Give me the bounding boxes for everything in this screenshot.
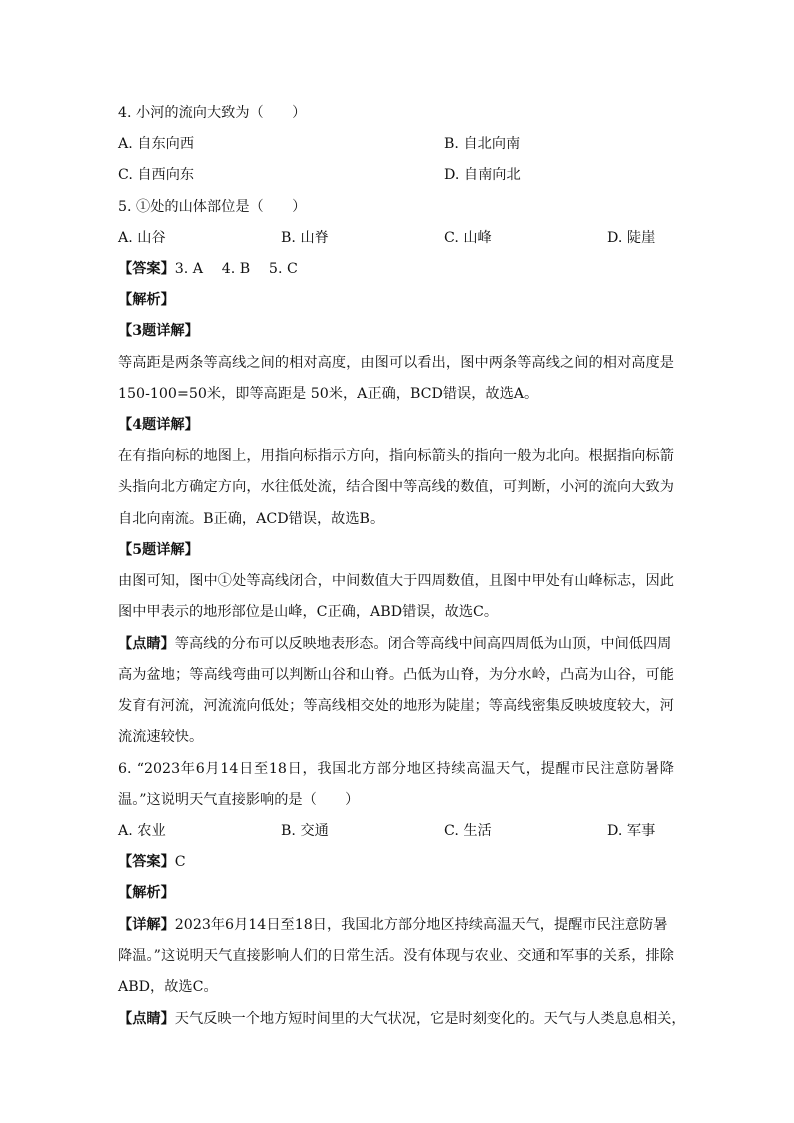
- q4-option-b: B. 自北向南: [444, 136, 521, 152]
- detail-6-line-2: 降温。”这说明天气直接影响人们的日常生活。没有体现与农业、交通和军事的关系，排除: [118, 948, 674, 964]
- answer-3-5: [118, 259, 298, 279]
- tip-2-text: 天气反映一个地方短时间里的大气状况，它是时刻变化的。天气与人类息息相关，: [174, 1011, 686, 1027]
- answer-6: [118, 852, 186, 872]
- detail-6-line-1: [118, 915, 674, 935]
- detail-5-line-1: 由图可知，图中①处等高线闭合，中间数值大于四周数值，且图中甲处有山峰标志，因此: [118, 573, 674, 589]
- q5-option-a: A. 山谷: [118, 230, 166, 246]
- detail-6-text: 2023年6月14日至18日，我国北方部分地区持续高温天气，提醒市民注意防暑: [174, 917, 668, 933]
- answer-label: 【答案】: [118, 261, 175, 277]
- q6-option-a: A. 农业: [118, 823, 166, 839]
- q4-option-a: A. 自东向西: [118, 136, 195, 152]
- detail-4-line-3: 自北向南流。B正确，ACD错误，故选B。: [118, 511, 385, 527]
- analysis-6-label: 【解析】: [118, 885, 175, 901]
- q4-option-d: D. 自南向北: [444, 167, 521, 183]
- tip-1-line-1: [118, 634, 674, 654]
- tip-1-line-3: 发育有河流，河流流向低处；等高线相交处的地形为陡崖；等高线密集反映坡度较大，河: [118, 698, 674, 714]
- q5-option-c: C. 山峰: [444, 230, 492, 246]
- detail-3-line-1: 等高距是两条等高线之间的相对高度，由图可以看出，图中两条等高线之间的相对高度是: [118, 355, 674, 371]
- analysis-label: 【解析】: [118, 292, 175, 308]
- tip-1-line-4: 流流速较快。: [118, 729, 204, 745]
- question-4-stem: 4. 小河的流向大致为（ ）: [118, 105, 307, 121]
- q4-option-c: C. 自西向东: [118, 167, 195, 183]
- detail-4-line-1: 在有指向标的地图上，用指向标指示方向，指向标箭头的指向一般为北向。根据指向标箭: [118, 448, 674, 464]
- tip-2-line-1: [118, 1009, 686, 1029]
- answer-6-text: C: [174, 854, 186, 870]
- answer-text: 3. A 4. B 5. C: [174, 261, 298, 277]
- detail-4-line-2: 头指向北方确定方向，水往低处流，结合图中等高线的数值，可判断，小河的流向大致为: [118, 479, 674, 495]
- answer-6-label: 【答案】: [118, 854, 175, 870]
- tip-2-label: 【点睛】: [118, 1011, 175, 1027]
- detail-5-label: 【5题详解】: [118, 542, 199, 558]
- tip-1-label: 【点睛】: [118, 636, 175, 652]
- detail-3-label: 【3题详解】: [118, 323, 199, 339]
- q5-option-b: B. 山脊: [281, 230, 329, 246]
- question-6-stem-line-1: 6. “2023年6月14日至18日，我国北方部分地区持续高温天气，提醒市民注意防暑降: [118, 761, 674, 777]
- q6-option-b: B. 交通: [281, 823, 329, 839]
- detail-5-line-2: 图中甲表示的地形部位是山峰，C正确，ABD错误，故选C。: [118, 604, 499, 620]
- tip-1-line-2: 高为盆地；等高线弯曲可以判断山谷和山脊。凸低为山脊，为分水岭，凸高为山谷，可能: [118, 667, 674, 683]
- question-5-stem: 5. ①处的山体部位是（ ）: [118, 199, 307, 215]
- detail-4-label: 【4题详解】: [118, 417, 199, 433]
- question-6-stem-line-2: 温。”这说明天气直接影响的是（ ）: [118, 792, 360, 808]
- tip-1-text: 等高线的分布可以反映地表形态。闭合等高线中间高四周低为山顶，中间低四周: [174, 636, 672, 652]
- q6-option-d: D. 军事: [607, 823, 656, 839]
- q5-option-d: D. 陡崖: [607, 230, 656, 246]
- q6-option-c: C. 生活: [444, 823, 492, 839]
- detail-3-line-2: 150-100=50米，即等高距是 50米，A正确，BCD错误，故选A。: [118, 386, 539, 402]
- detail-6-label: 【详解】: [118, 917, 175, 933]
- detail-6-line-3: ABD，故选C。: [118, 979, 218, 995]
